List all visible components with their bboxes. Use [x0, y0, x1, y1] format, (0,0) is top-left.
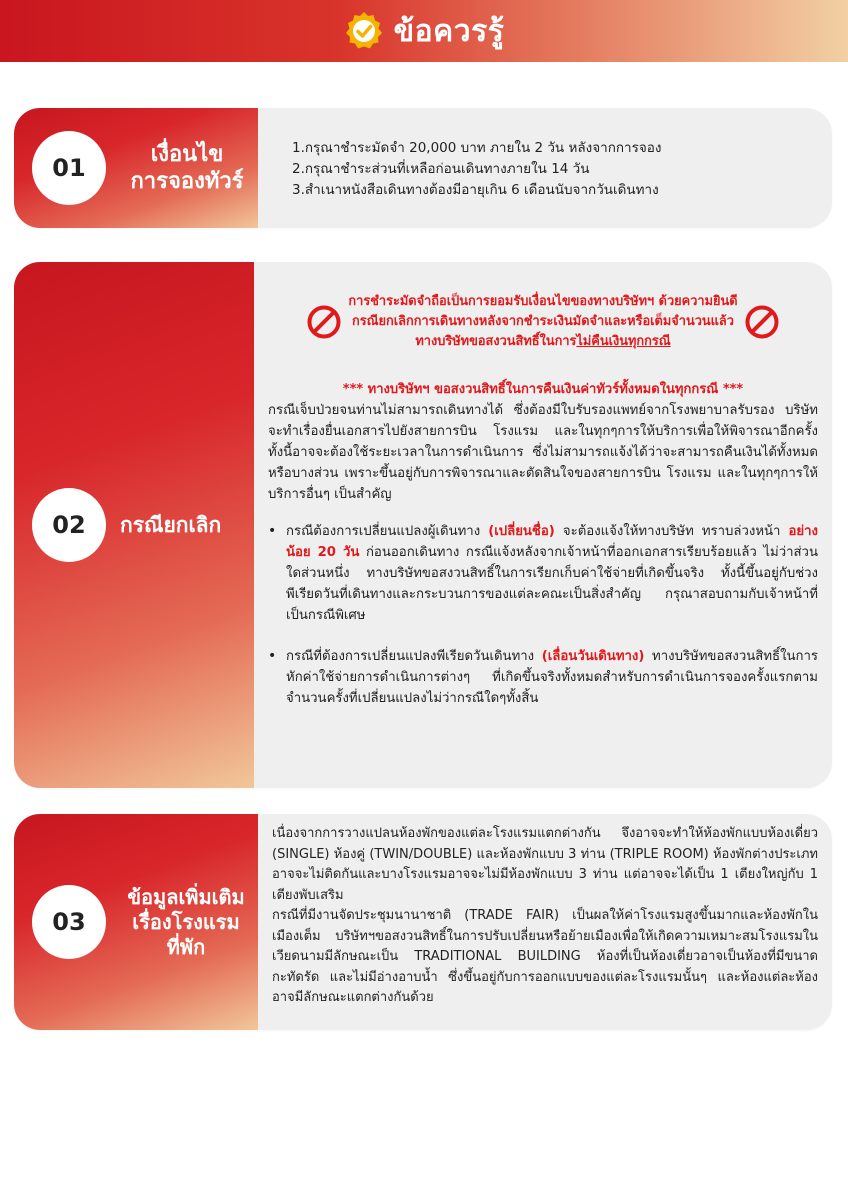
hotel-info-header [14, 814, 258, 1030]
cancellation-bullets [268, 521, 818, 709]
list-item [268, 521, 818, 626]
warning-line [348, 332, 737, 352]
highlight-text: อย่างน้อย 20 วัน [286, 524, 818, 560]
section-label-line: การจองทัวร์ [130, 169, 244, 194]
hotel-info-card [14, 814, 832, 1030]
illness-paragraph: กรณีเจ็บป่วยจนท่านไม่สามารถเดินทางได้ ซึ่งต้องมีใบรับรองแพทย์จากโรงพยาบาลรับรอง บริษัทจะทำเรื่องยื่นเอกสารไปยังสายการบิน โรงแรม และในทุกๆการให้บริการเพื่อให้พิจารณาอีกครั้ง ทั้งนี้อาจจะต้องใช้ระยะเวลาในการดำเนินการ ซึ่งไม่สามารถแจ้งได้ว่าจะสามารถคืนเงินได้ทั้งหมดหรือบางส่วน เพราะขึ้นอยู่กับการพิจารณาและตัดสินใจของสายการบิน โรงแรม และในทุกๆการให้บริการอื่นๆ เป็นสำคัญ [268, 403, 818, 502]
bullet-text-part: กรณีต้องการเปลี่ยนแปลงผู้เดินทาง [286, 524, 489, 539]
condition-item: 2.กรุณาชำระส่วนที่เหลือก่อนเดินทางภายใน 14 วัน [292, 161, 590, 177]
bullet-text-part: กรณีที่ต้องการเปลี่ยนแปลงพีเรียดวันเดินทาง [286, 649, 542, 664]
highlight-text: (เลื่อนวันเดินทาง) [541, 649, 645, 664]
trade-fair-paragraph: กรณีที่มีงานจัดประชุมนานาชาติ (TRADE FAIR) เป็นผลให้ค่าโรงแรมสูงขึ้นมากและห้องพักในเมืองเต็ม บริษัทฯขอสงวนสิทธิ์ในการปรับเปลี่ยนหรือย้ายเมืองเพื่อให้เกิดความเหมาะสมโรงแรมในเวียดนามมีลักษณะเป็น TRADITIONAL BUILDING ห้องที่เป็นห้องเดี่ยวอาจเป็นห้องที่มีขนาดกะทัดรัด และไม่มีอ่างอาบน้ำ ซึ่งขึ้นอยู่กับการออกแบบของแต่ละโรงแรมนั้นๆ และห้องแต่ละห้องอาจมีลักษณะแตกต่างกันด้วย [272, 908, 818, 1005]
section-label [122, 141, 252, 196]
booking-conditions-header [14, 108, 258, 228]
cancellation-header [14, 262, 254, 788]
bullet-text-part: ทางบริษัทขอสงวนสิทธิ์ในการหักค่าใช้จ่ายการดำเนินการต่างๆ ที่เกิดขึ้นจริงทั้งหมดสำหรับการดำเนินการจองครั้งแรกตามจำนวนครั้งที่เปลี่ยนแปลงไม่ว่ากรณีใดๆทั้งสิ้น [286, 649, 818, 706]
cancellation-card [14, 262, 832, 788]
highlight-text: (เปลี่ยนชื่อ) [488, 524, 555, 539]
bullet-text [286, 521, 818, 626]
warning-line: กรณียกเลิกการเดินทางหลังจากชำระเงินมัดจำและหรือเต็มจำนวนแล้ว [352, 314, 734, 329]
condition-item: 3.สำเนาหนังสือเดินทางต้องมีอายุเกิน 6 เดือนนับจากวันเดินทาง [292, 182, 659, 198]
section-label: กรณียกเลิก [120, 512, 222, 537]
prohibited-icon [744, 304, 780, 340]
section-label [114, 885, 258, 960]
list-item [268, 646, 818, 709]
no-refund-notice: *** ทางบริษัทฯ ขอสงวนสิทธิ์ในการคืนเงินค่าทัวร์ทั้งหมดในทุกกรณี *** [342, 382, 744, 397]
cancellation-content [254, 262, 832, 788]
page-title: ข้อควรรู้ [393, 13, 505, 49]
bullet-text [286, 646, 818, 709]
room-plan-paragraph: เนื่องจากการวางแปลนห้องพักของแต่ละโรงแรมแตกต่างกัน จึงอาจจะทำให้ห้องพักแบบห้องเดี่ยว (SINGLE) ห้องคู่ (TWIN/DOUBLE) และห้องพักแบบ 3 ท่าน (TRIPLE ROOM) ห้องพักต่างประเภทอาจจะไม่ติดกันและบางโรงแรมอาจจะไม่มีห้องพักแบบ 3 ท่าน แต่อาจจะได้เป็น 1 เตียงใหญ่กับ 1 เตียงพับเสริม [272, 826, 818, 903]
bullet-text-part: จะต้องแจ้งให้ทางบริษัท ทราบล่วงหน้า [554, 524, 789, 539]
section-number: 03 [32, 885, 106, 959]
section-label-line: ที่พัก [166, 934, 206, 959]
bullet-dot: • [268, 648, 277, 664]
check-badge-icon [344, 11, 384, 51]
section-number: 01 [32, 131, 106, 205]
booking-conditions-card [14, 108, 832, 228]
section-number: 02 [32, 488, 106, 562]
bullet-dot: • [268, 523, 277, 539]
hotel-info-content [258, 814, 832, 1030]
condition-item: 1.กรุณาชำระมัดจำ 20,000 บาท ภายใน 2 วัน หลังจากการจอง [292, 140, 662, 156]
header-bar [0, 0, 848, 62]
section-label-line: ข้อมูลเพิ่มเติม [127, 884, 245, 909]
no-refund-text: ไม่คืนเงินทุกกรณี [576, 334, 671, 349]
booking-conditions-content [258, 108, 832, 228]
warning-line: การชำระมัดจำถือเป็นการยอมรับเงื่อนไขของทางบริษัทฯ ด้วยความยินดี [348, 294, 738, 309]
warning-text [348, 292, 737, 352]
section-label-line: เรื่องโรงแรม [132, 909, 240, 934]
prohibited-icon [306, 304, 342, 340]
warning-line-prefix: ทางบริษัทขอสงวนสิทธิ์ในการ [415, 334, 577, 349]
warning-box [268, 292, 818, 352]
bullet-text-part: ก่อนออกเดินทาง กรณีแจ้งหลังจากเจ้าหน้าที่ออกเอกสารเรียบร้อยแล้ว ไม่ว่าส่วนใดส่วนหนึ่ง ทางบริษัทขอสงวนสิทธิ์ในการเรียกเก็บค่าใช้จ่ายที่เกิดขึ้นจริง ทั้งนี้ขึ้นอยู่กับช่วงพีเรียดวันที่เดินทางและกระบวนการของแต่ละคณะเป็นสิ่งสำคัญ กรุณาสอบถามกับเจ้าหน้าที่เป็นกรณีพิเศษ [286, 545, 818, 623]
section-label-line: เงื่อนไข [150, 141, 224, 167]
header-title-group [344, 8, 505, 55]
